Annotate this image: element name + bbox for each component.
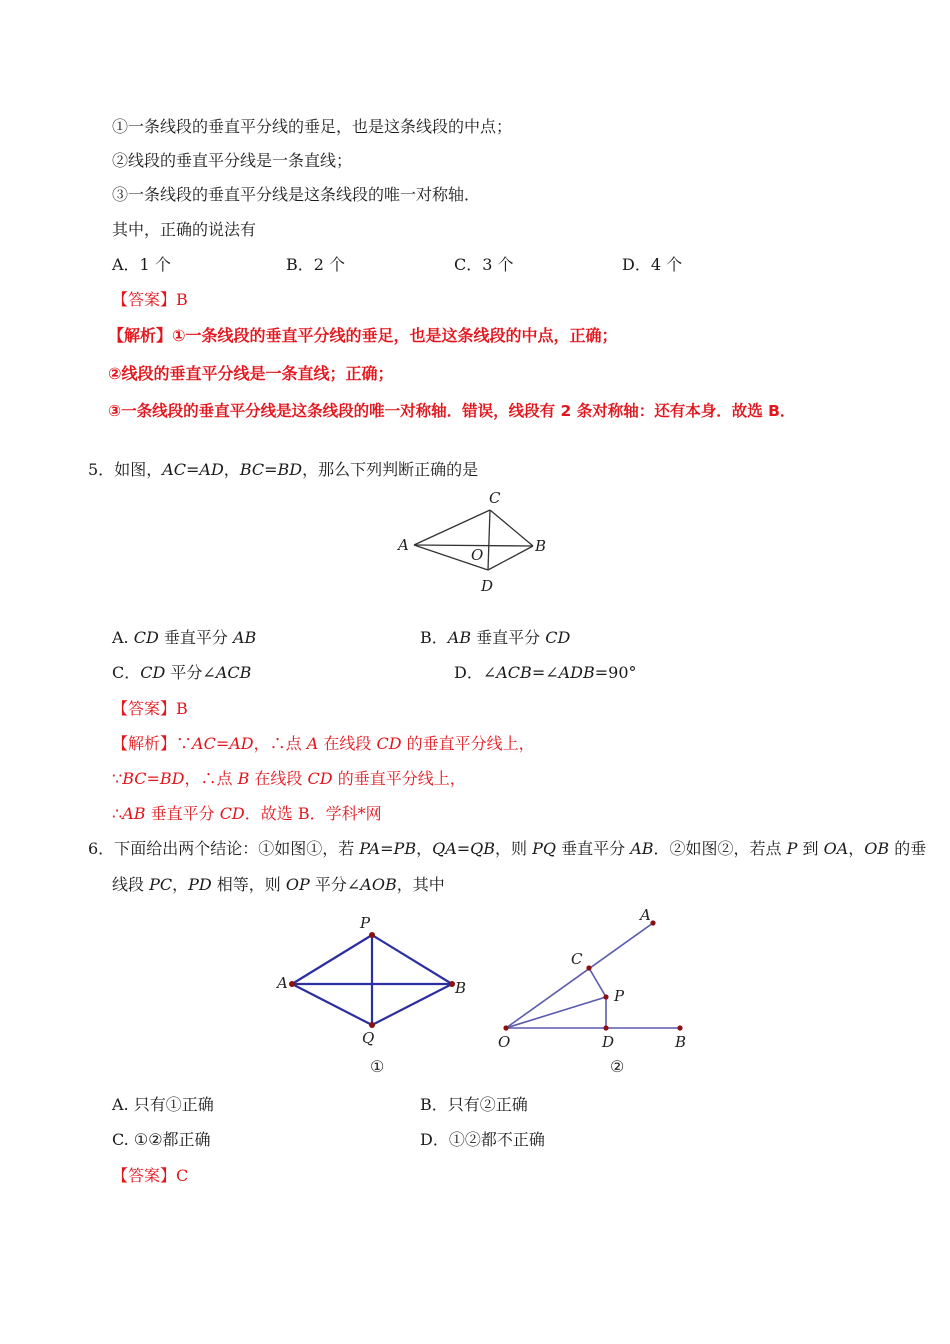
q5-option-c-prefix: C． (112, 663, 141, 682)
q5-option-d-prefix: D．∠ (454, 663, 497, 682)
q6-option-a: A. 只有①正确 (112, 1095, 214, 1114)
q4-answer: 【答案】B (112, 290, 188, 309)
q5-seg-ac (414, 510, 490, 545)
q6-f1-point-a (289, 981, 295, 987)
q5-option-b-v2: CD (545, 628, 571, 647)
q5-an2-p5: 的垂直平分线上， (332, 769, 466, 788)
q6-var-ab: AB (630, 839, 654, 858)
q6-var-qa: QA (432, 839, 457, 858)
q6-figure-2 (490, 900, 700, 1080)
q5-analysis-3 (112, 803, 382, 825)
q6-figure-1 (270, 910, 480, 1080)
q6-var-pq: PQ (532, 839, 557, 858)
q6-f1-point-q (369, 1022, 375, 1028)
q6-var-ob: OB (864, 839, 890, 858)
q6-answer: 【答案】C (112, 1166, 189, 1185)
q4-statement-2: ②线段的垂直平分线是一条直线； (112, 151, 353, 170)
q5-an1-p5: 的垂直平分线上， (401, 734, 535, 753)
q5-option-a-v1: CD (133, 628, 159, 647)
q5-stem-text-1: 如图， (114, 460, 163, 479)
q5-sep: ， (223, 460, 240, 479)
q5-an2-p3: ，∴点 (184, 769, 238, 788)
q6-stem-line-1 (88, 838, 926, 860)
q6-l2-t3: 平分∠ (309, 875, 361, 894)
q6-f1-label-q: Q (362, 1029, 375, 1047)
q5-an2-p4: 在线段 (249, 769, 308, 788)
q5-option-b (420, 627, 570, 649)
q5-analysis-2 (112, 768, 466, 790)
q5-option-a (112, 627, 256, 649)
q5-an1-p4: 在线段 (318, 734, 377, 753)
q5-an1-p2: = (215, 734, 230, 753)
q6-var-aob: AOB (360, 875, 397, 894)
q6-f2-label-p: P (614, 987, 625, 1005)
q6-f2-label-o: O (498, 1033, 511, 1051)
q4-option-a: A．1 个 (112, 255, 171, 274)
q5-analysis-1 (112, 733, 535, 755)
q6-f1-seg-qb (372, 984, 452, 1025)
q6-f1-label-a: A (277, 974, 288, 992)
q6-option-c: C. ①②都正确 (112, 1130, 211, 1149)
q5-stem-text-2: ，那么下列判断正确的是 (302, 460, 479, 479)
q5-var-ac: AC (162, 460, 186, 479)
q6-fig1-caption: ① (370, 1057, 385, 1076)
q5-an3-p1: ∴ (112, 804, 123, 823)
q6-l1-c2: ， (848, 839, 865, 858)
q6-l2-c1: ， (172, 875, 189, 894)
q5-var-bd: BD (277, 460, 303, 479)
q5-option-b-prefix: B． (420, 628, 448, 647)
q6-f2-point-b (677, 1025, 682, 1030)
q6-f2-point-d (603, 1025, 608, 1030)
q6-f1-seg-pa (292, 935, 372, 984)
q5-an3-v1: AB (122, 804, 146, 823)
q6-var-pb: PB (393, 839, 417, 858)
q5-label-b: B (535, 537, 547, 555)
q5-option-d-mid: =∠ (531, 663, 559, 682)
q6-l1-t6: 的垂 (889, 839, 927, 858)
q5-an2-v2: BD (159, 769, 185, 788)
q5-label-o: O (471, 546, 484, 564)
q4-analysis-1: 【解析】①一条线段的垂直平分线的垂足，也是这条线段的中点，正确； (108, 326, 618, 345)
q4-statement-1: ①一条线段的垂直平分线的垂足，也是这条线段的中点； (112, 117, 513, 136)
q6-var-qb: QB (470, 839, 496, 858)
q6-f2-point-o (503, 1025, 508, 1030)
q5-an3-p2: 垂直平分 (145, 804, 220, 823)
q6-l2-t4: ，其中 (396, 875, 445, 894)
q5-option-d-tail: =90° (594, 663, 637, 682)
q5-an2-v4: CD (307, 769, 333, 788)
q5-an1-v3: A (306, 734, 319, 753)
q5-option-c-v1: CD (140, 663, 166, 682)
q6-var-p: P (786, 839, 798, 858)
q5-an1-v1: AC (192, 734, 216, 753)
q6-f1-label-p: P (360, 914, 371, 932)
q6-option-d: D．①②都不正确 (420, 1130, 545, 1149)
q5-an1-p3: ，∴点 (253, 734, 307, 753)
q6-f2-ray-oa (506, 923, 653, 1028)
q6-l1-t2: ，则 (495, 839, 533, 858)
q6-var-pa: PA (359, 839, 381, 858)
q5-figure (380, 484, 560, 596)
q4-statement-3: ③一条线段的垂直平分线是这条线段的唯一对称轴． (112, 185, 481, 204)
q5-an2-p2: = (146, 769, 160, 788)
q6-stem-line-2 (112, 874, 445, 896)
q5-option-b-v1: AB (447, 628, 472, 647)
q4-analysis-2: ②线段的垂直平分线是一条直线；正确； (108, 364, 394, 383)
q5-option-c-mid: 平分∠ (165, 663, 216, 682)
q6-var-pc: PC (149, 875, 173, 894)
q4-option-c: C．3 个 (454, 255, 514, 274)
q5-number: 5． (88, 460, 115, 479)
q5-option-a-v2: AB (233, 628, 257, 647)
q6-f1-seg-qa (292, 984, 372, 1025)
q5-option-d-v1: ACB (496, 663, 532, 682)
q4-prompt: 其中，正确的说法有 (112, 220, 257, 239)
q6-number: 6． (88, 839, 115, 858)
q6-l1-e1: = (380, 839, 394, 858)
q5-seg-cd (488, 510, 490, 570)
q5-an3-p3: ．故选 B．学科*网 (244, 804, 382, 823)
q5-seg-cb (490, 510, 533, 546)
q6-f2-label-a: A (640, 906, 651, 924)
q5-an2-p1: ∵ (112, 769, 123, 788)
q5-option-a-mid: 垂直平分 (158, 628, 233, 647)
q5-eq-2: = (264, 460, 278, 479)
q5-an1-p1: 【解析】∵ (112, 734, 193, 753)
q5-option-c (112, 662, 251, 684)
q5-option-d (454, 662, 637, 684)
q6-f1-label-b: B (455, 979, 467, 997)
q6-l2-t2: 相等，则 (211, 875, 286, 894)
q5-an2-v1: BC (122, 769, 147, 788)
q4-option-d: D．4 个 (622, 255, 683, 274)
q6-var-pd: PD (188, 875, 212, 894)
q6-l1-e2: = (456, 839, 471, 858)
q6-f2-seg-pc (589, 968, 606, 997)
q5-an3-v2: CD (219, 804, 245, 823)
q5-var-ad: AD (199, 460, 224, 479)
q6-l1-c1: ， (416, 839, 433, 858)
q5-seg-bd (488, 546, 533, 570)
q6-f1-seg-pb (372, 935, 452, 984)
q4-option-b: B．2 个 (286, 255, 346, 274)
q5-answer: 【答案】B (112, 699, 188, 718)
q5-option-a-prefix: A. (112, 628, 134, 647)
q6-f2-label-d: D (602, 1033, 615, 1051)
q6-fig2-caption: ② (610, 1057, 625, 1076)
q5-option-c-v2: ACB (215, 663, 252, 682)
q5-label-d: D (481, 577, 494, 595)
q4-analysis-3: ③一条线段的垂直平分线是这条线段的唯一对称轴．错误，线段有 2 条对称轴：还有本身．故选 B． (108, 402, 796, 420)
q6-l1-t3: 垂直平分 (556, 839, 631, 858)
q5-stem (88, 459, 478, 481)
q5-option-d-v2: ADB (558, 663, 595, 682)
q5-an1-v4: CD (376, 734, 402, 753)
q5-var-bc: BC (239, 460, 265, 479)
q6-var-oa: OA (823, 839, 849, 858)
q6-f2-seg-op (506, 997, 606, 1028)
q6-f1-point-p (369, 932, 375, 938)
q6-l1-t5: 到 (797, 839, 824, 858)
q5-label-c: C (489, 489, 501, 507)
q6-var-op: OP (285, 875, 310, 894)
q5-an2-v3: B (237, 769, 250, 788)
q5-an1-v2: AD (229, 734, 254, 753)
q5-label-a: A (398, 536, 409, 554)
q6-l1-t1: 下面给出两个结论：①如图①，若 (114, 839, 360, 858)
q6-f2-label-b: B (675, 1033, 687, 1051)
q6-f2-point-c (586, 965, 591, 970)
q6-option-b: B．只有②正确 (420, 1095, 528, 1114)
q6-f2-point-p (603, 994, 608, 999)
q6-f2-point-a (650, 920, 655, 925)
q6-l1-t4: ．②如图②，若点 (653, 839, 787, 858)
q5-option-b-mid: 垂直平分 (471, 628, 546, 647)
q6-l2-t1: 线段 (112, 875, 150, 894)
q6-f2-label-c: C (571, 950, 583, 968)
q5-eq-1: = (186, 460, 200, 479)
